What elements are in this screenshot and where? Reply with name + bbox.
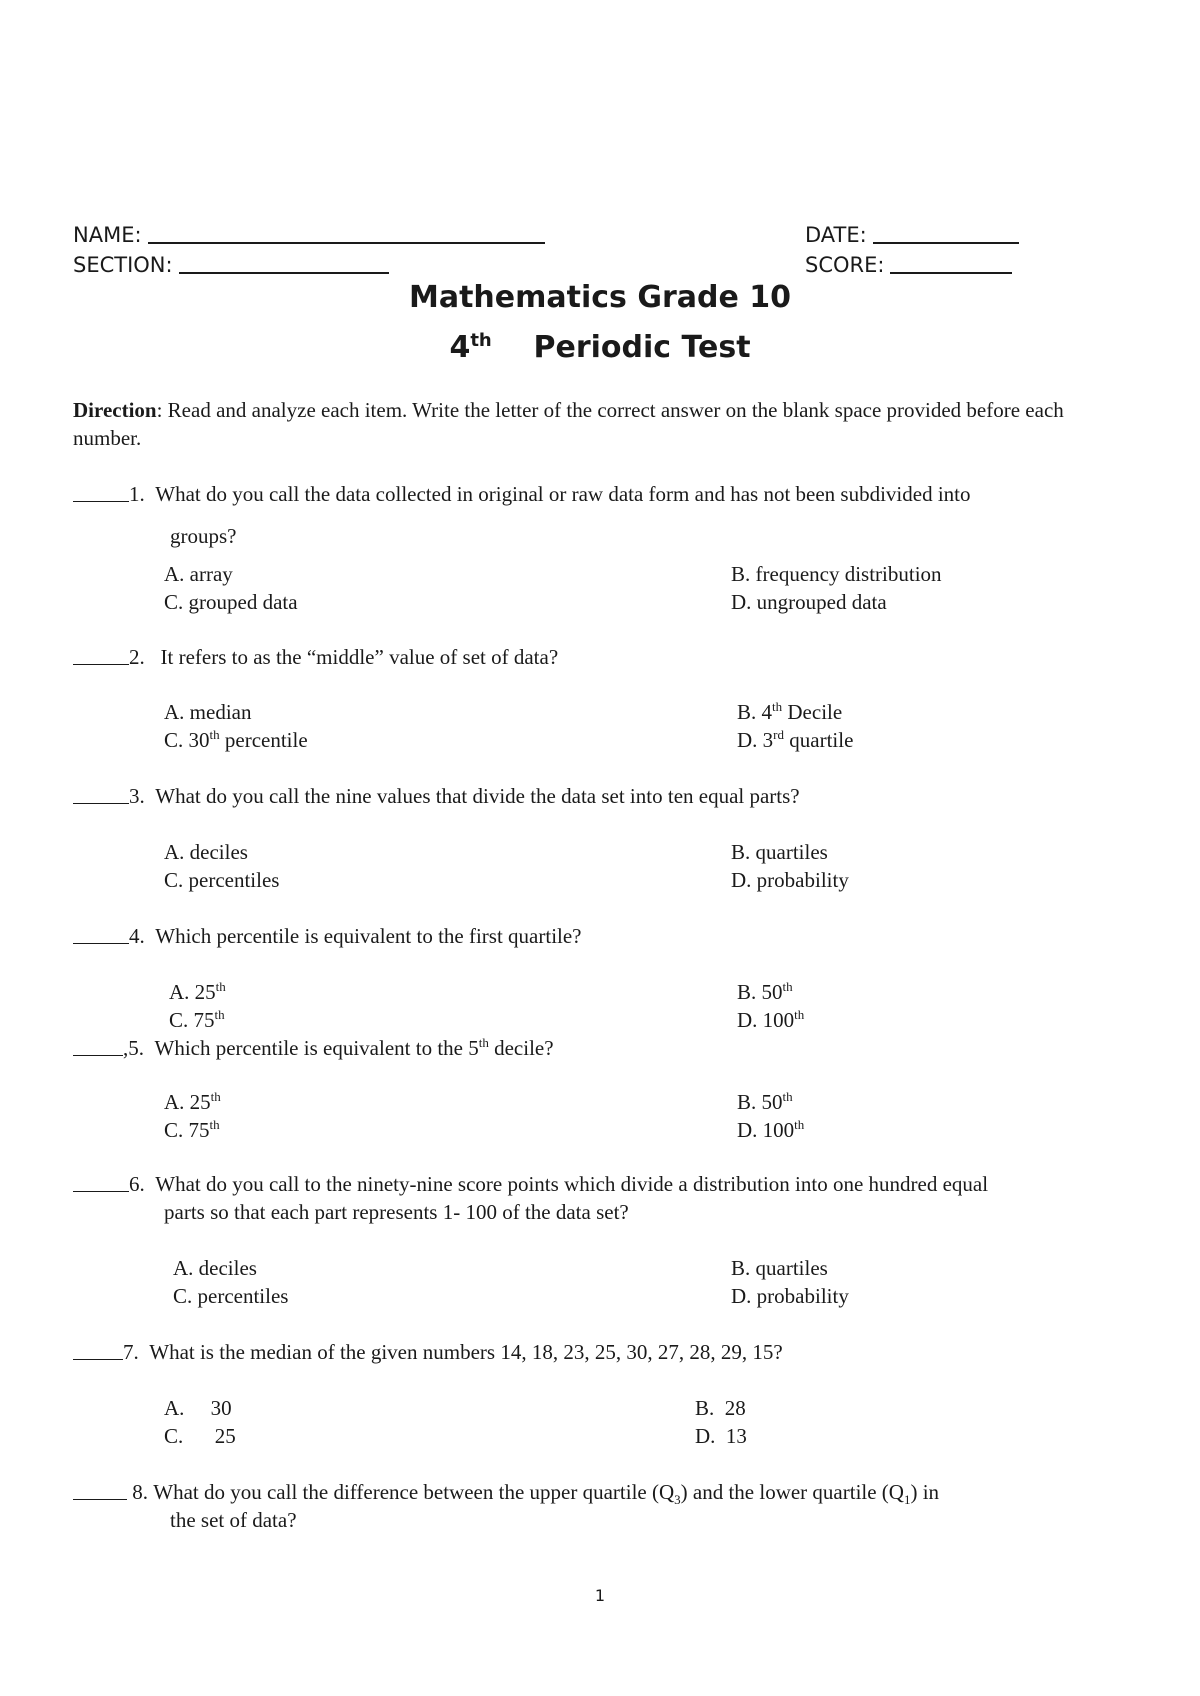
question-number: 6. xyxy=(129,1172,145,1196)
option-a: A. median xyxy=(164,700,252,724)
score-field xyxy=(805,252,1012,277)
question-1 xyxy=(73,480,1153,508)
answer-blank[interactable] xyxy=(73,925,129,944)
subtitle-text: Periodic Test xyxy=(533,330,751,365)
section-blank[interactable] xyxy=(179,252,389,274)
answer-blank[interactable] xyxy=(73,1341,123,1360)
subtitle-num: 4 xyxy=(449,330,471,365)
answer-blank[interactable] xyxy=(73,646,129,665)
answer-blank[interactable] xyxy=(73,785,129,804)
option-a: A. array xyxy=(164,562,233,586)
direction-text: : Read and analyze each item. Write the letter of the correct answer on the blank space provided before each number. xyxy=(73,398,1064,450)
answer-blank[interactable] xyxy=(73,483,129,502)
question-2 xyxy=(73,643,1153,671)
directions xyxy=(73,396,1133,452)
question-number: 4. xyxy=(129,924,145,948)
option-d: D. ungrouped data xyxy=(731,590,887,614)
question-8 xyxy=(73,1478,1153,1506)
question-5 xyxy=(73,1034,1153,1062)
date-blank[interactable] xyxy=(873,222,1019,244)
option-c: C. 75th xyxy=(164,1117,220,1142)
subtitle-sup: th xyxy=(470,330,492,351)
section-label: SECTION: xyxy=(73,253,173,277)
question-text: It refers to as the “middle” value of set of data? xyxy=(160,645,559,669)
question-8-cont: the set of data? xyxy=(170,1508,297,1532)
option-c: C. percentiles xyxy=(164,868,280,892)
option-b: B. 28 xyxy=(695,1396,746,1420)
option-a: A. deciles xyxy=(173,1256,257,1280)
question-text: What do you call the data collected in original or raw data form and has not been subdivided into xyxy=(155,482,971,506)
option-d: D. 3rd quartile xyxy=(737,727,854,752)
option-a: A. 25th xyxy=(169,979,226,1004)
question-3 xyxy=(73,782,1153,810)
option-a: A. 25th xyxy=(164,1089,221,1114)
question-number: 2. xyxy=(129,645,145,669)
option-c: C. percentiles xyxy=(173,1284,289,1308)
question-text: What do you call the nine values that divide the data set into ten equal parts? xyxy=(155,784,800,808)
option-a: A. 30 xyxy=(164,1396,232,1420)
question-text: What do you call to the ninety-nine score points which divide a distribution into one hundred equal xyxy=(155,1172,989,1196)
question-number: 8. xyxy=(132,1480,148,1504)
name-field xyxy=(73,222,545,247)
section-field xyxy=(73,252,389,277)
option-d: D. probability xyxy=(731,868,849,892)
option-c: C. 25 xyxy=(164,1424,236,1448)
option-a: A. deciles xyxy=(164,840,248,864)
question-4 xyxy=(73,922,1153,950)
option-b: B. 50th xyxy=(737,1089,793,1114)
question-number: ,5. xyxy=(123,1036,144,1060)
question-number: 7. xyxy=(123,1340,139,1364)
option-d: D. 100th xyxy=(737,1007,805,1032)
page-title: Mathematics Grade 10 xyxy=(408,280,792,315)
question-1-cont: groups? xyxy=(170,524,237,548)
answer-blank[interactable] xyxy=(73,1037,123,1056)
question-number: 1. xyxy=(129,482,145,506)
date-field xyxy=(805,222,1019,247)
option-b: B. 4th Decile xyxy=(737,699,843,724)
answer-blank[interactable] xyxy=(73,1173,129,1192)
question-text: What is the median of the given numbers 14, 18, 23, 25, 30, 27, 28, 29, 15? xyxy=(149,1340,783,1364)
question-text: What do you call the difference between the upper quartile $(Q_3)$ and the lower quartile $(Q_1)$ in xyxy=(153,1480,940,1508)
question-6 xyxy=(73,1170,1153,1198)
option-b: B. quartiles xyxy=(731,840,828,864)
question-number: 3. xyxy=(129,784,145,808)
option-c: C. 30th percentile xyxy=(164,727,308,752)
option-c: C. 75th xyxy=(169,1007,225,1032)
score-label: SCORE: xyxy=(805,253,885,277)
option-c: C. grouped data xyxy=(164,590,298,614)
question-6-cont: parts so that each part represents 1- 100 of the data set? xyxy=(164,1200,629,1224)
option-d: D. probability xyxy=(731,1284,849,1308)
score-blank[interactable] xyxy=(890,252,1012,274)
question-text: Which percentile is equivalent to the first quartile? xyxy=(155,924,582,948)
option-b: B. 50th xyxy=(737,979,793,1004)
date-label: DATE: xyxy=(805,223,867,247)
question-7 xyxy=(73,1338,1153,1366)
option-b: B. quartiles xyxy=(731,1256,828,1280)
direction-label: Direction xyxy=(73,398,157,422)
name-label: NAME: xyxy=(73,223,142,247)
option-d: D. 100th xyxy=(737,1117,805,1142)
page-subtitle xyxy=(0,330,1200,366)
answer-blank[interactable] xyxy=(73,1481,127,1500)
option-b: B. frequency distribution xyxy=(731,562,942,586)
name-blank[interactable] xyxy=(148,222,545,244)
page-number: 1 xyxy=(594,1586,606,1605)
question-text: Which percentile is equivalent to the 5th decile? xyxy=(154,1035,554,1060)
option-d: D. 13 xyxy=(695,1424,747,1448)
